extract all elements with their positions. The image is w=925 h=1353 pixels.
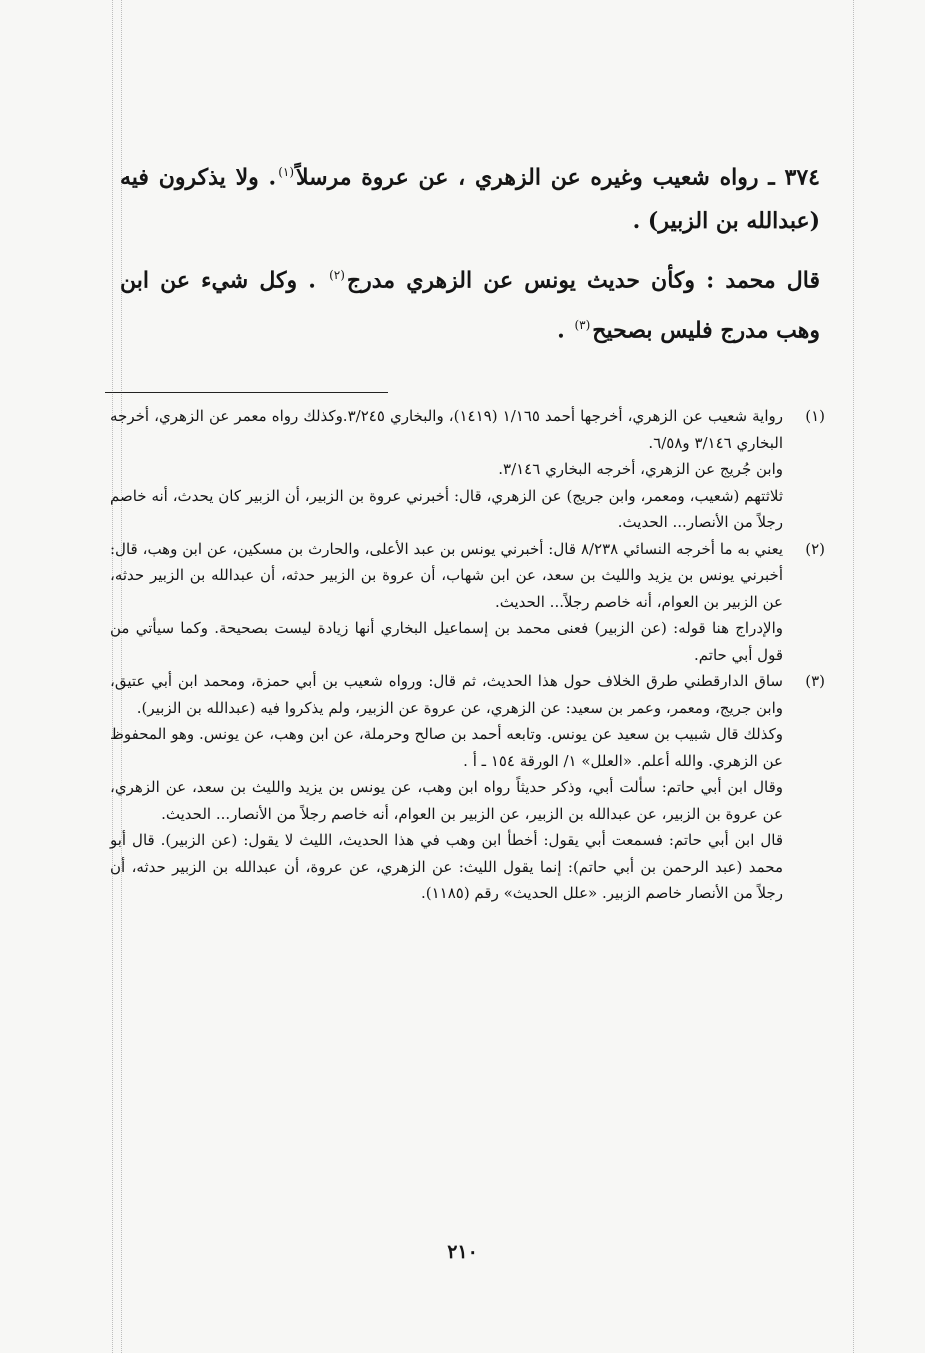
footnote-ref-1[interactable]: (١) bbox=[278, 165, 295, 179]
footnote-number: (٢) bbox=[805, 539, 825, 558]
footnote-line: والإدراج هنا قوله: (عن الزبير) فعنى محمد بن إسماعيل البخاري أنها زيادة ليست بصحيحة. وكما سيأتي من قول أبي حاتم. bbox=[110, 619, 783, 664]
footnote-1 bbox=[110, 403, 825, 536]
paragraph-muhammad bbox=[120, 253, 820, 352]
main-text bbox=[120, 150, 820, 362]
footnote-line: رواية شعيب عن الزهري، أخرجها أحمد ١/١٦٥ (١٤١٩)، والبخاري ٣/٢٤٥.وكذلك رواه معمر عن الزهري، أخرجه البخاري ٣/١٤٦ و٦/٥٨. bbox=[110, 407, 783, 452]
paragraph-muhammad-mid: . وكل شيء عن ابن وهب مدرج فليس بصحيح bbox=[120, 267, 820, 343]
paragraph-374-tail: . ولا يذكرون فيه (عبدالله بن الزبير) . bbox=[120, 164, 820, 235]
footnote-line: ساق الدارقطني طرق الخلاف حول هذا الحديث، ثم قال: ورواه شعيب بن أبي حمزة، ومحمد ابن أبي عتيق، وابن جريج، ومعمر، وعمر بن سعيد: عن الزهري، عن عروة عن الزبير، ولم يذكروا فيه (عبدالله بن الزبير). bbox=[110, 672, 783, 717]
footnote-ref-2[interactable]: (٢) bbox=[329, 268, 345, 283]
footnote-line: ثلاثتهم (شعيب، ومعمر، وابن جريج) عن الزهري، قال: أخبرني عروة بن الزبير، أن الزبير كان يحدث، أنه خاصم رجلاً من الأنصار... الحديث. bbox=[110, 486, 783, 531]
footnote-line: يعني به ما أخرجه النسائي ٨/٢٣٨ قال: أخبرني يونس بن عبد الأعلى، والحارث بن مسكين، عن ابن وهب، قال: أخبرني يونس بن يزيد والليث بن سعد، عن ابن شهاب، أن عروة بن الزبير حدثه، أن عبدالله بن الزبير حدثه، عن الزبير بن العوام، أنه خاصم رجلاً... الحديث. bbox=[110, 539, 783, 611]
footnote-separator bbox=[105, 392, 388, 393]
footnote-line: قال ابن أبي حاتم: فسمعت أبي يقول: أخطأ ابن وهب في هذا الحديث، الليث لا يقول: (عن الزبير). قال أبو محمد (عبد الرحمن بن أبي حاتم): إنما يقول الليث: عن الزهري، عن عروة، أن عبدالله بن الزبير حدثه، أن رجلاً من الأنصار خاصم الزبير. «علل الحديث» رقم (١١٨٥). bbox=[110, 831, 783, 902]
footnote-line: وقال ابن أبي حاتم: سألت أبي، وذكر حديثاً رواه ابن وهب، عن يونس بن يزيد والليث بن سعد، عن الزهري، عن عروة بن الزبير، عن عبدالله بن الزبير، عن الزبير بن العوام، أنه خاصم رجلاً من الأنصار... الحديث. bbox=[110, 778, 783, 823]
footnote-line: وابن جُريج عن الزهري، أخرجه البخاري ٣/١٤٦. bbox=[498, 460, 783, 478]
footnote-ref-3[interactable]: (٣) bbox=[574, 317, 591, 332]
paragraph-374 bbox=[120, 150, 820, 243]
footnotes bbox=[110, 403, 825, 907]
page-number: ٢١٠ bbox=[447, 1241, 478, 1263]
footnote-line: وكذلك قال شبيب بن سعيد عن يونس. وتابعه أحمد بن صالح وحرملة، عن ابن وهب، عن يونس. وهو المحفوظ عن الزهري. والله أعلم. «العلل» ١/ الورقة ١٥٤ ـ أ . bbox=[110, 725, 783, 770]
paragraph-muhammad-tail: . bbox=[557, 316, 573, 343]
paragraph-muhammad-head: قال محمد : وكأن حديث يونس عن الزهري مدرج bbox=[346, 267, 820, 294]
footnote-3 bbox=[110, 668, 825, 907]
footnote-2 bbox=[110, 536, 825, 669]
footnote-number: (١) bbox=[805, 407, 825, 425]
footnote-number: (٣) bbox=[805, 672, 825, 690]
paragraph-374-text: ٣٧٤ ـ رواه شعيب وغيره عن الزهري ، عن عروة مرسلاً bbox=[296, 164, 820, 191]
